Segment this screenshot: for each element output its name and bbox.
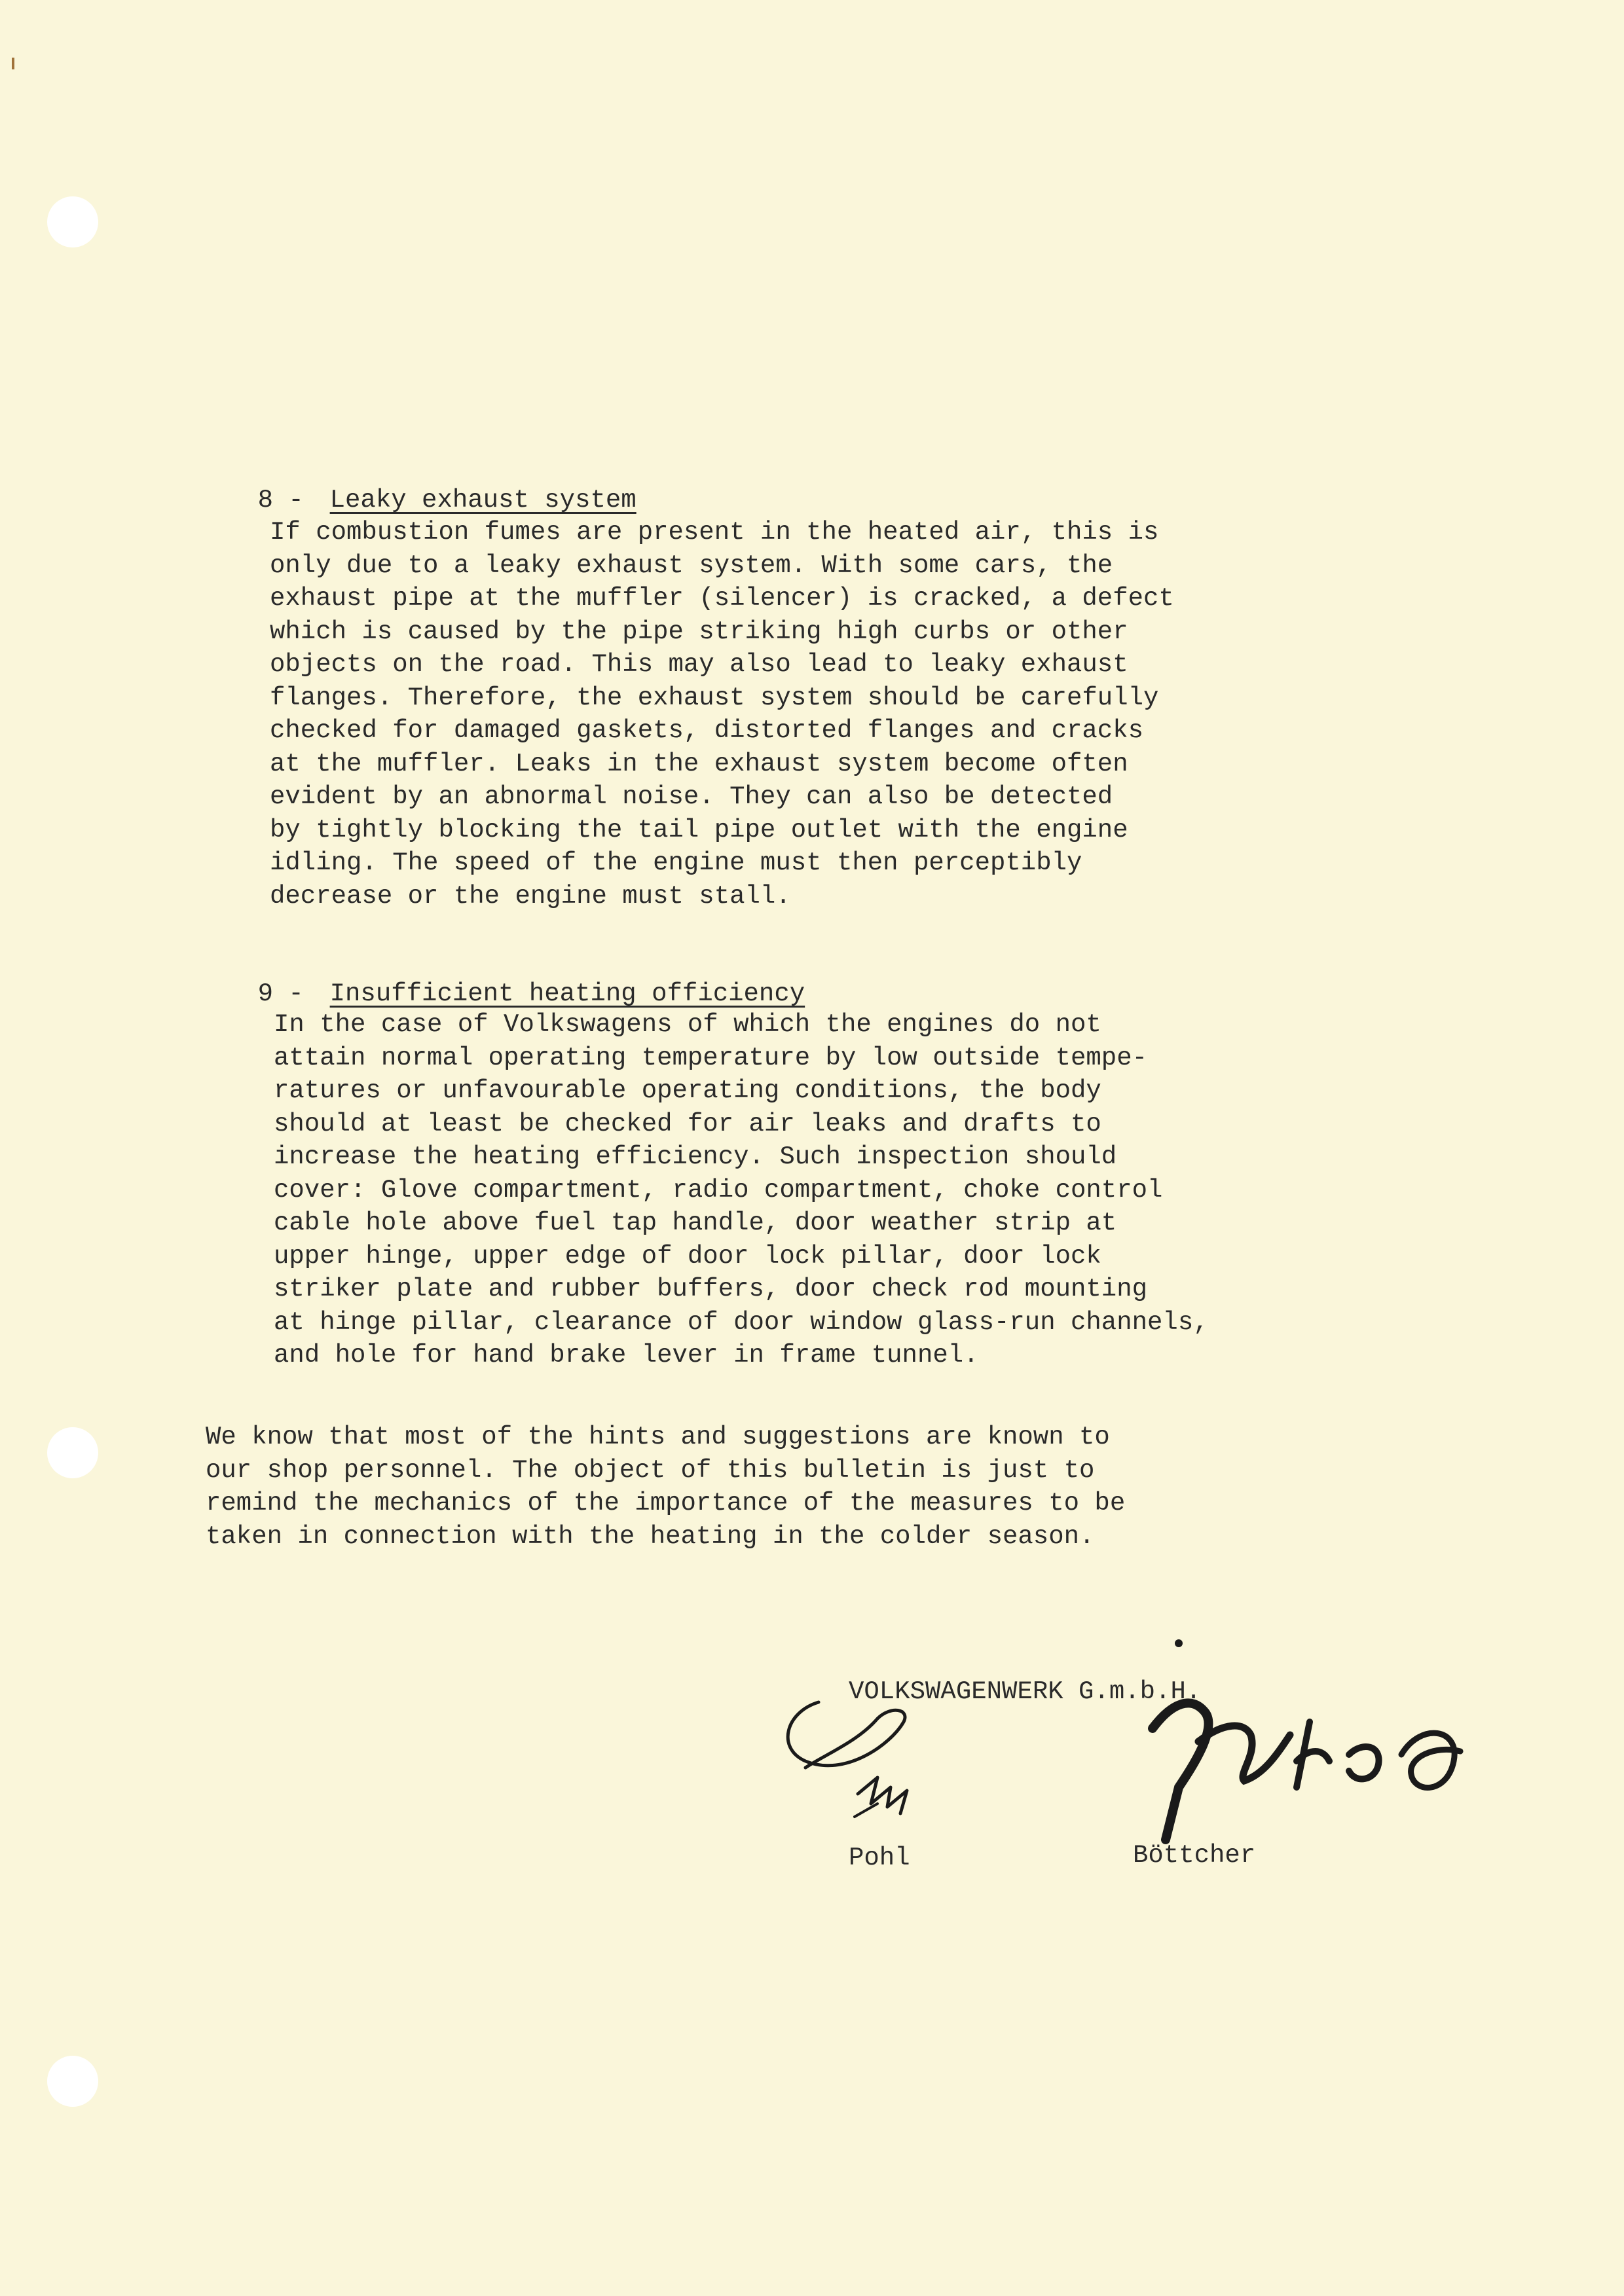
punch-hole-top (47, 196, 98, 247)
text-line: should at least be checked for air leaks and drafts to (274, 1109, 1101, 1139)
text-line: at hinge pillar, clearance of door window glass-run channels, (274, 1307, 1209, 1337)
paper-edge-mark (12, 58, 14, 69)
text-line: attain normal operating temperature by low outside tempe- (274, 1043, 1148, 1072)
text-line: which is caused by the pipe striking high curbs or other (270, 617, 1128, 646)
text-line: our shop personnel. The object of this bulletin is just to (206, 1455, 1095, 1485)
text-line: cover: Glove compartment, radio compartment, choke control (274, 1175, 1163, 1205)
text-line: taken in connection with the heating in the colder season. (206, 1522, 1095, 1551)
text-line: decrease or the engine must stall. (270, 881, 791, 911)
text-line: by tightly blocking the tail pipe outlet with the engine (270, 815, 1128, 845)
company-name: VOLKSWAGENWERK G.m.b.H. (849, 1677, 1202, 1706)
text-line: upper hinge, upper edge of door lock pillar, door lock (274, 1241, 1101, 1271)
text-line: at the muffler. Leaks in the exhaust system become often (270, 749, 1128, 778)
section-title: Leaky exhaust system (329, 486, 637, 515)
text-line: checked for damaged gaskets, distorted flanges and cracks (270, 716, 1144, 745)
text-line: increase the heating efficiency. Such inspection should (274, 1142, 1117, 1171)
text-line: exhaust pipe at the muffler (silencer) is cracked, a defect (270, 584, 1174, 613)
text-line: objects on the road. This may also lead to leaky exhaust (270, 650, 1128, 679)
section-number: 8 - (257, 486, 304, 515)
pohl-signature (779, 1689, 1048, 1846)
punch-hole-middle (47, 1427, 98, 1478)
text-line: flanges. Therefore, the exhaust system should be carefully (270, 683, 1159, 712)
punch-hole-bottom (47, 2056, 98, 2107)
closing-paragraph (206, 1421, 1125, 1553)
boettcher-signature (1113, 1624, 1506, 1866)
text-line: striker plate and rubber buffers, door check rod mounting (274, 1275, 1148, 1303)
text-line: only due to a leaky exhaust system. With some cars, the (270, 551, 1113, 580)
text-line: idling. The speed of the engine must then perceptibly (270, 848, 1082, 877)
text-line: remind the mechanics of the importance of the measures to be (206, 1489, 1126, 1518)
text-line: We know that most of the hints and suggestions are known to (206, 1423, 1110, 1451)
text-line: In the case of Volkswagens of which the engines do not (274, 1010, 1101, 1039)
signatory-name-boettcher: Böttcher (1133, 1841, 1256, 1870)
text-line: and hole for hand brake lever in frame tunnel. (274, 1341, 979, 1370)
text-line: If combustion fumes are present in the heated air, this is (270, 518, 1159, 547)
text-line: ratures or unfavourable operating conditions, the body (274, 1076, 1101, 1105)
text-line: evident by an abnormal noise. They can also be detected (270, 782, 1113, 811)
signatory-name-pohl: Pohl (849, 1844, 910, 1872)
text-line: cable hole above fuel tap handle, door weather strip at (274, 1209, 1117, 1237)
section-number: 9 - (257, 979, 304, 1008)
section-9-body (274, 1008, 1209, 1372)
section-title: Insufficient heating officiency (329, 979, 805, 1008)
section-8-body (270, 516, 1174, 913)
